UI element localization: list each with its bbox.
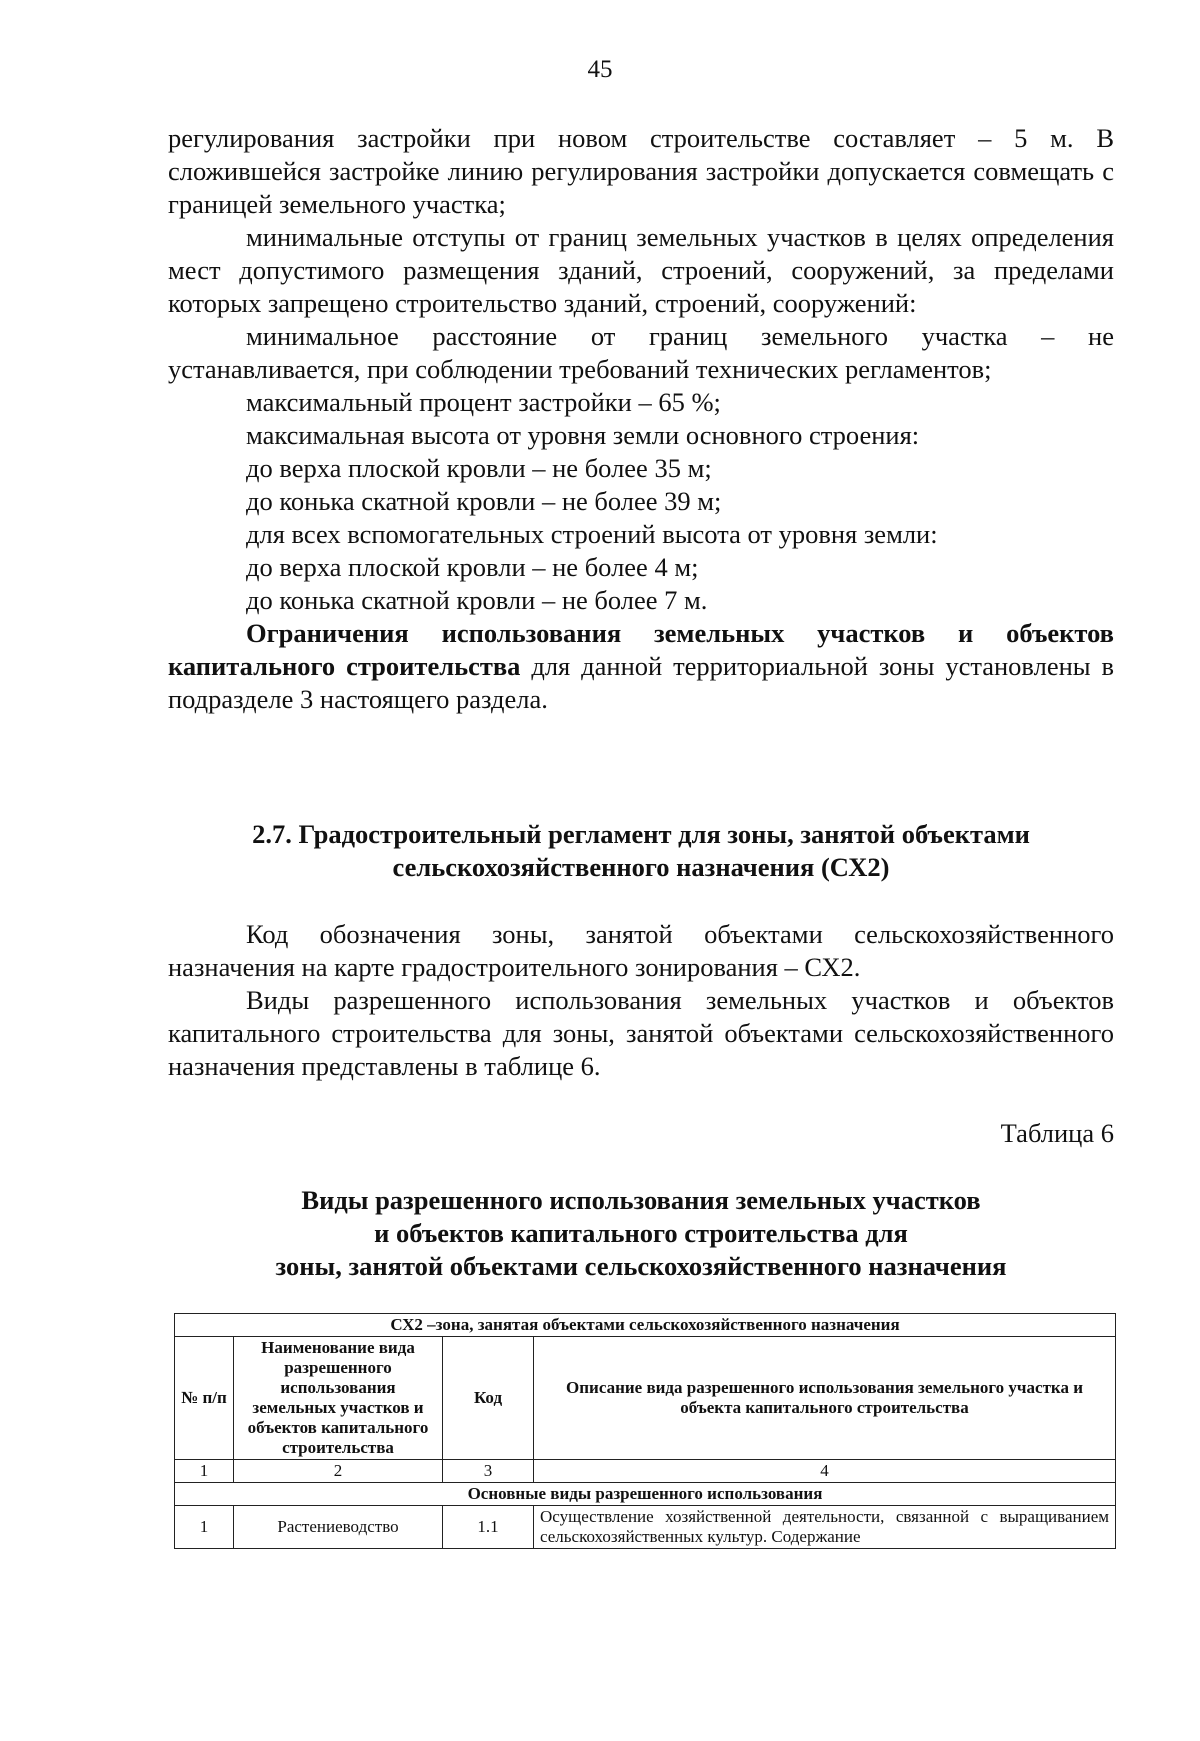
- restrictions-bold-text: Ограничения использования земельных участков и объектов капитального строительства: [168, 618, 1114, 681]
- column-number: 2: [234, 1460, 443, 1483]
- paragraph: минимальное расстояние от границ земельного участка – не устанавливается, при соблюдении требований технических регламентов;: [168, 321, 1114, 384]
- paragraph: до верха плоской кровли – не более 4 м;: [246, 552, 699, 582]
- restrictions-text: для данной территориальной зоны установлены в подразделе 3 настоящего раздела.: [168, 651, 1114, 714]
- body-text: [168, 122, 1114, 716]
- restrictions-paragraph: [168, 617, 1114, 716]
- land-use-table: [174, 1313, 1116, 1549]
- column-number-row: [175, 1460, 1116, 1483]
- header-desc: Описание вида разрешенного использования земельного участка и объекта капитального строительства: [534, 1337, 1116, 1460]
- paragraph: минимальные отступы от границ земельных участков в целях определения мест допустимого размещения зданий, строений, сооружений, за пределами которых запрещено строительство зданий, строений, сооружений:: [168, 222, 1114, 318]
- paragraph: Код обозначения зоны, занятой объектами сельскохозяйственного назначения на карте градостроительного зонирования – СХ2.: [168, 919, 1114, 982]
- row-desc: Осуществление хозяйственной деятельности, связанной с выращиванием сельскохозяйственных культур. Содержание: [534, 1506, 1116, 1549]
- column-header-row: [175, 1337, 1116, 1460]
- row-name: Растениеводство: [234, 1506, 443, 1549]
- paragraph: максимальный процент застройки – 65 %;: [246, 387, 721, 417]
- group-header: Основные виды разрешенного использования: [175, 1483, 1116, 1506]
- column-number: 3: [443, 1460, 534, 1483]
- row-code: 1.1: [443, 1506, 534, 1549]
- table-title-line: Виды разрешенного использования земельных участков: [301, 1185, 981, 1215]
- paragraph: Виды разрешенного использования земельных участков и объектов капитального строительства для зоны, занятой объектами сельскохозяйственного назначения представлены в таблице 6.: [168, 985, 1114, 1081]
- table-label: Таблица 6: [1000, 1118, 1114, 1148]
- paragraph: до конька скатной кровли – не более 39 м;: [246, 486, 722, 516]
- section-title-line: сельскохозяйственного назначения (СХ2): [392, 852, 890, 882]
- page-number: 45: [587, 56, 613, 83]
- zone-header-row: [175, 1314, 1116, 1337]
- paragraph: для всех вспомогательных строений высота от уровня земли:: [246, 519, 938, 549]
- paragraph: регулирования застройки при новом строительстве составляет – 5 м. В сложившейся застройке линию регулирования застройки допускается совмещать с границей земельного участка;: [168, 123, 1114, 219]
- group-header-row: [175, 1483, 1116, 1506]
- table-title-line: зоны, занятой объектами сельскохозяйственного назначения: [275, 1251, 1007, 1281]
- paragraph: до конька скатной кровли – не более 7 м.: [246, 585, 708, 615]
- header-name: Наименование вида разрешенного использования земельных участков и объектов капитального строительства: [234, 1337, 443, 1460]
- zone-header: СХ2 –зона, занятая объектами сельскохозяйственного назначения: [175, 1314, 1116, 1337]
- column-number: 4: [534, 1460, 1116, 1483]
- paragraph: до верха плоской кровли – не более 35 м;: [246, 453, 712, 483]
- header-num: № п/п: [175, 1337, 234, 1460]
- table-title: [168, 1184, 1114, 1283]
- table-title-line: и объектов капитального строительства для: [374, 1218, 908, 1248]
- section-title: [168, 818, 1114, 884]
- paragraph: максимальная высота от уровня земли основного строения:: [246, 420, 920, 450]
- header-code: Код: [443, 1337, 534, 1460]
- section-title-line: 2.7. Градостроительный регламент для зоны, занятой объектами: [252, 819, 1030, 849]
- row-num: 1: [175, 1506, 234, 1549]
- zone-text: [168, 918, 1114, 1083]
- column-number: 1: [175, 1460, 234, 1483]
- table-row: [175, 1506, 1116, 1549]
